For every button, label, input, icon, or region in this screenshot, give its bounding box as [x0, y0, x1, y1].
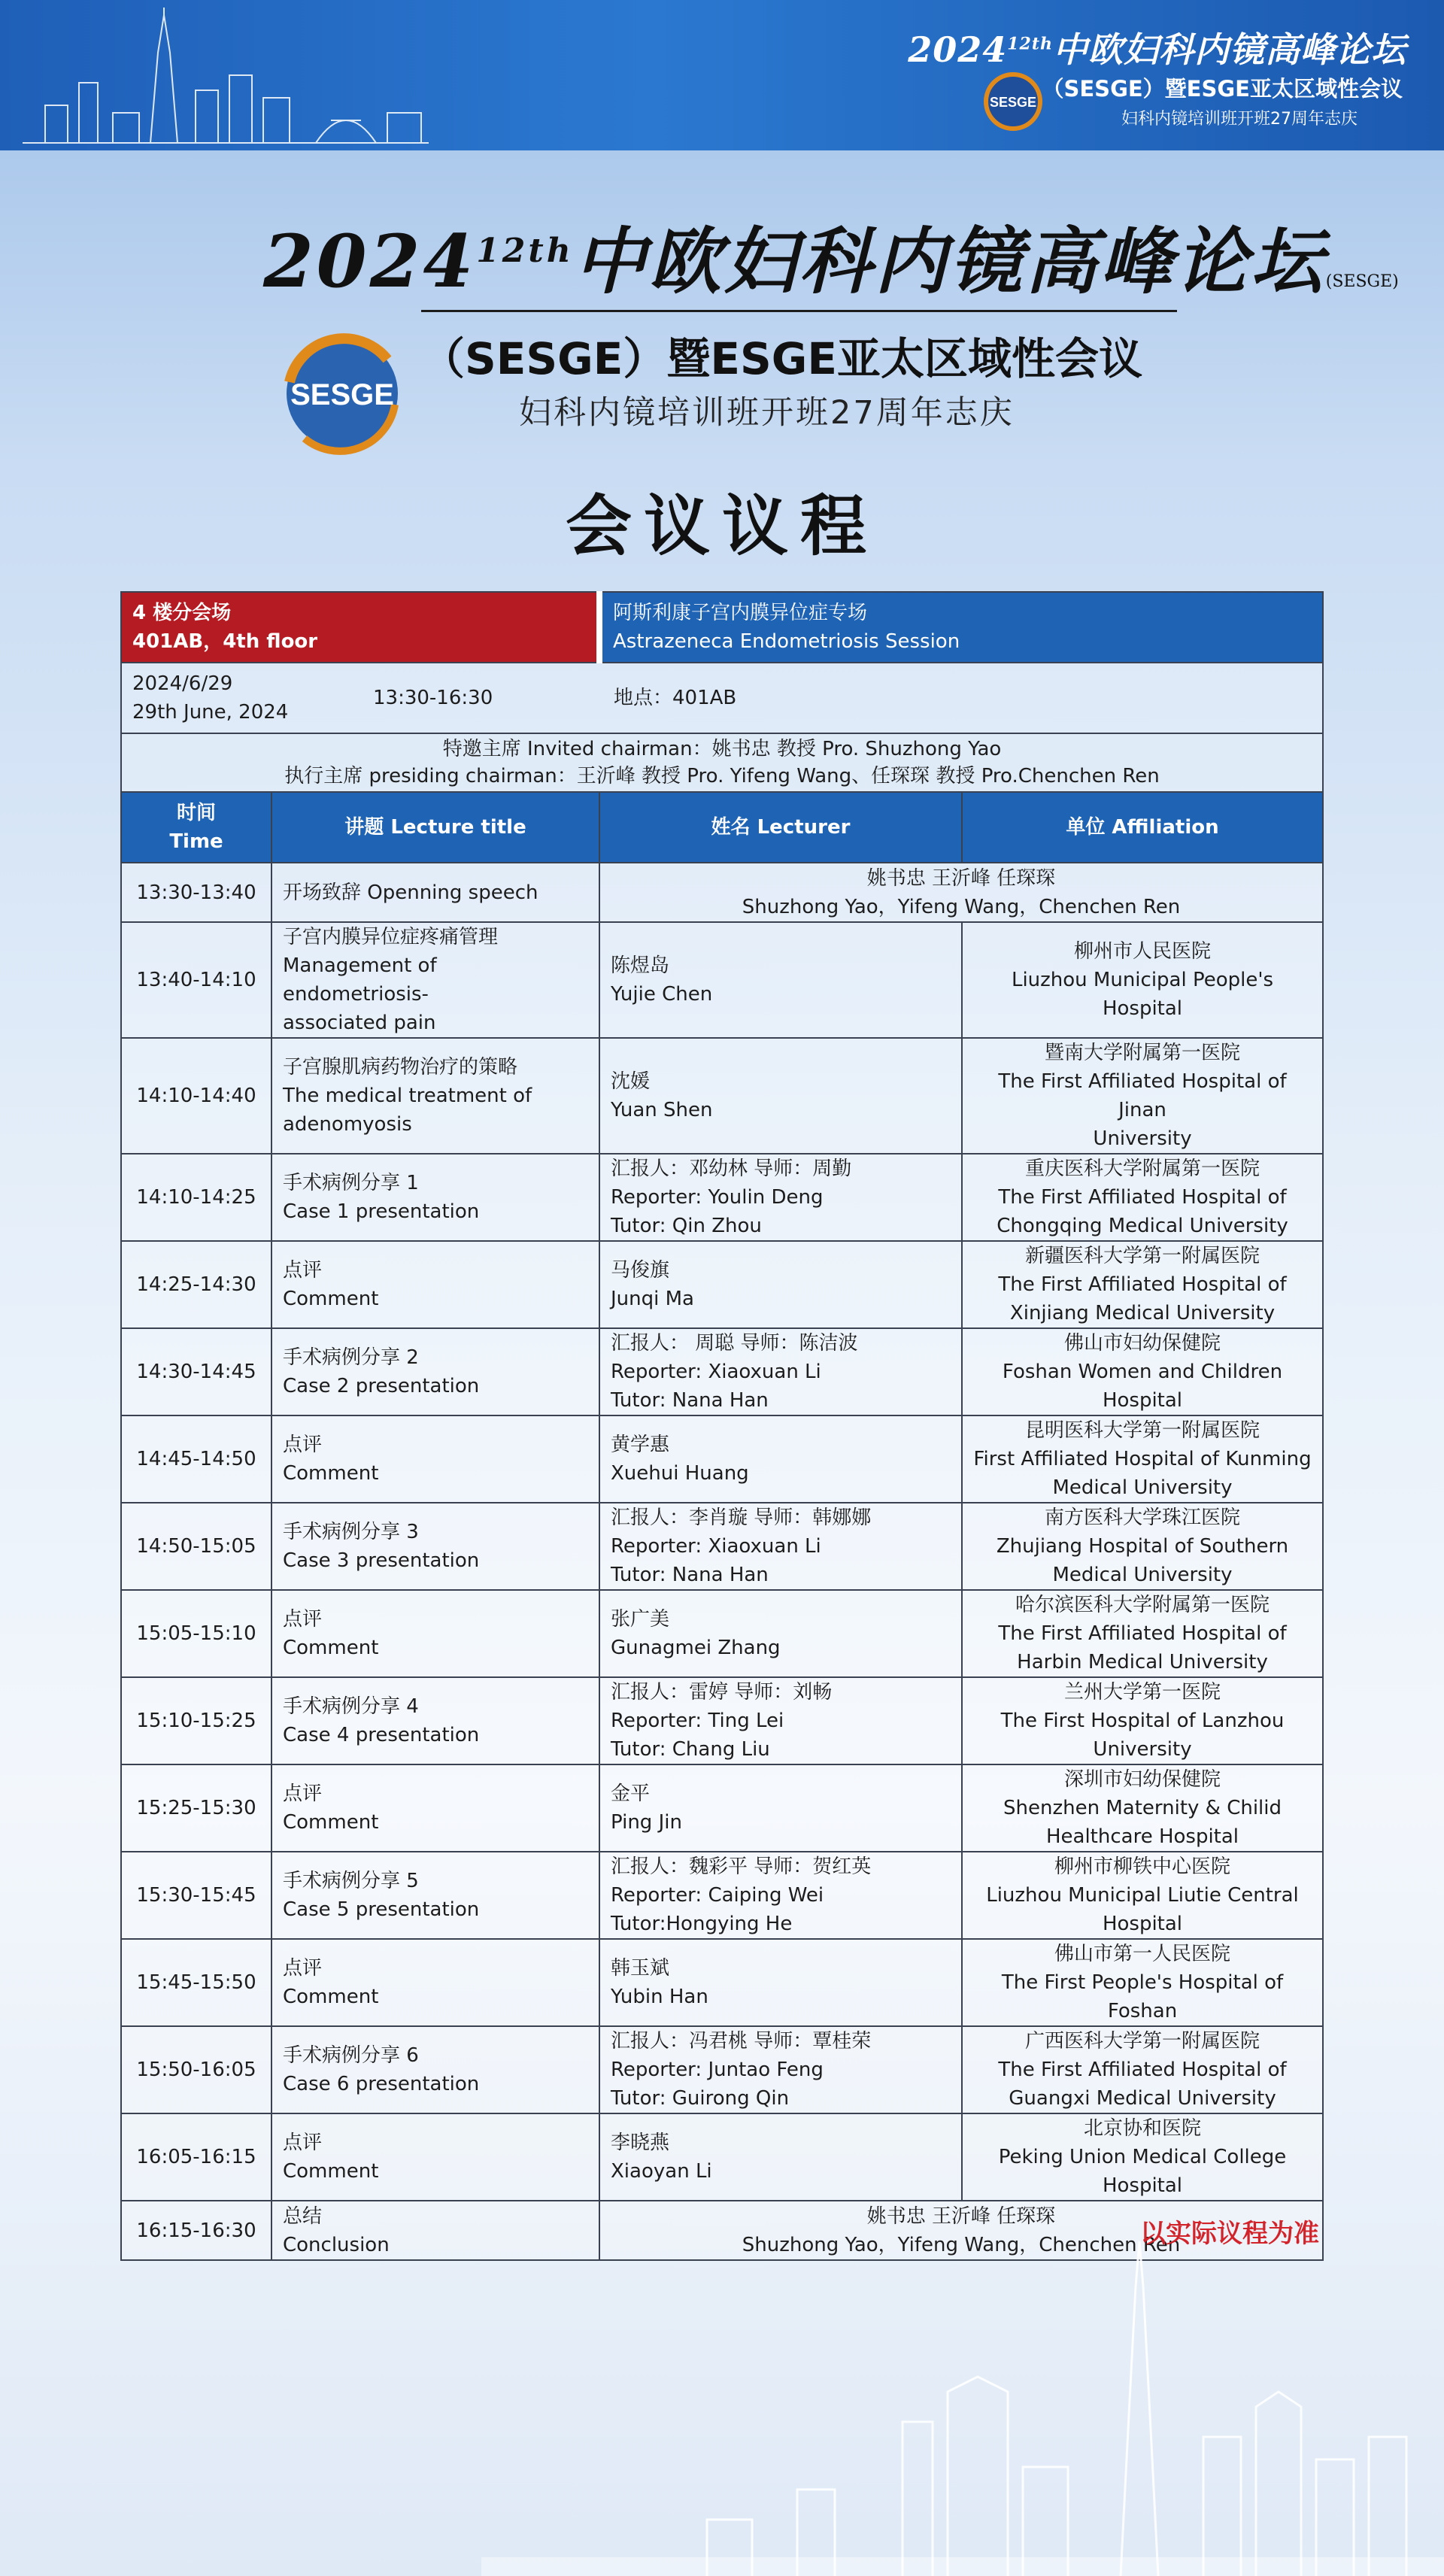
session-name-en: Astrazeneca Endometriosis Session — [613, 630, 960, 653]
banner-subtitle: （SESGE）暨ESGE亚太区域性会议 — [1042, 76, 1403, 102]
affiliation-line: Liuzhou Municipal Liutie Central — [986, 1884, 1299, 1907]
page-title-year: 2024 — [263, 219, 477, 304]
lecture-title-line: Case 3 presentation — [283, 1549, 480, 1572]
page-title-text: 中欧妇科内镜高峰论坛 — [573, 219, 1326, 304]
lecture-title-line: 手术病例分享 5 — [283, 1870, 419, 1892]
time-cell: 14:10-14:25 — [121, 1154, 272, 1241]
lecture-title-cell — [272, 1852, 599, 1939]
time-cell: 16:05-16:15 — [121, 2113, 272, 2201]
lecture-title-line: 点评 — [283, 1957, 323, 1980]
lecture-title-cell — [272, 1503, 599, 1590]
lecturer-cell — [599, 1038, 962, 1154]
lecturer-line: 陈煜岛 — [611, 954, 670, 977]
affiliation-cell — [962, 1154, 1323, 1241]
affiliation-line: The First Affiliated Hospital of — [998, 1186, 1287, 1209]
time-cell: 15:30-15:45 — [121, 1852, 272, 1939]
affiliation-cell — [962, 1503, 1323, 1590]
speaker-cell — [599, 863, 1323, 922]
lecturer-line: 金平 — [611, 1783, 651, 1805]
affiliation-cell — [962, 1328, 1323, 1415]
lecturer-cell — [599, 1415, 962, 1503]
affiliation-cell — [962, 922, 1323, 1038]
lecturer-cell — [599, 2026, 962, 2113]
affiliation-line: 南方医科大学珠江医院 — [1045, 1506, 1241, 1529]
lecture-title-line: 手术病例分享 6 — [283, 2044, 419, 2067]
affiliation-cell — [962, 1939, 1323, 2026]
venue-line1: 4 楼分会场 — [132, 602, 232, 624]
lecture-title-line: 手术病例分享 3 — [283, 1521, 419, 1543]
affiliation-cell — [962, 1764, 1323, 1852]
time-cell: 14:50-15:05 — [121, 1503, 272, 1590]
lecturer-line: Reporter: Youlin Deng — [611, 1186, 824, 1209]
lecturer-line: Ping Jin — [611, 1811, 682, 1834]
lecturer-line: Xuehui Huang — [611, 1462, 749, 1485]
affiliation-line: The First Affiliated Hospital of Jinan — [998, 1070, 1287, 1121]
lecturer-line: Yuan Shen — [611, 1099, 713, 1121]
affiliation-line: Foshan Women and Children — [1002, 1361, 1283, 1383]
lecturer-line: Reporter: Xiaoxuan Li — [611, 1535, 821, 1558]
lecture-title-line: 点评 — [283, 1434, 323, 1456]
lecture-title-cell — [272, 922, 599, 1038]
affiliation-line: Liuzhou Municipal People's Hospital — [1011, 969, 1274, 1020]
agenda-note: 以实际议程为准 — [1140, 2219, 1319, 2249]
lecture-title-line: 点评 — [283, 1259, 323, 1282]
affiliation-line: 柳州市人民医院 — [1074, 940, 1212, 963]
table-header-row — [121, 792, 1323, 863]
lecture-title-cell — [272, 1939, 599, 2026]
lecture-title-line: Management of endometriosis- — [283, 954, 437, 1006]
session-name-cell — [599, 592, 1323, 663]
lecture-title-cell — [272, 1677, 599, 1764]
lecturer-line: Junqi Ma — [611, 1288, 694, 1310]
lecture-title-line: Case 1 presentation — [283, 1200, 480, 1223]
presiding-chairman: 执行主席 presiding chairman：王沂峰 教授 Pro. Yifeng Wang、任琛琛 教授 Pro.Chenchen Ren — [284, 765, 1160, 787]
lecture-title-line: 手术病例分享 2 — [283, 1346, 419, 1369]
date-cell — [121, 663, 1323, 733]
header-time-cn: 时间 — [176, 802, 216, 824]
table-row — [121, 1677, 1323, 1764]
session-date-en: 29th June, 2024 — [132, 701, 289, 724]
lecturer-line: Reporter: Ting Lei — [611, 1710, 784, 1732]
lecture-title-cell — [272, 2113, 599, 2201]
lecture-title-cell — [272, 1764, 599, 1852]
table-row — [121, 1764, 1323, 1852]
affiliation-line: 深圳市妇幼保健院 — [1064, 1768, 1221, 1791]
agenda-table — [120, 591, 1324, 2261]
invited-chairman: 特邀主席 Invited chairman：姚书忠 教授 Pro. Shuzhong Yao — [442, 738, 1002, 760]
venue-line2: 401AB，4th floor — [132, 630, 318, 653]
venue-cell — [121, 592, 599, 663]
lecturer-line: 汇报人：邓幼林 导师：周勤 — [611, 1158, 852, 1180]
affiliation-line: 广西医科大学第一附属医院 — [1025, 2030, 1260, 2053]
table-row — [121, 1154, 1323, 1241]
affiliation-cell — [962, 1677, 1323, 1764]
lecturer-line: 汇报人： 周聪 导师：陈洁波 — [611, 1332, 858, 1355]
banner-subtitle2: 妇科内镜培训班开班27周年志庆 — [1121, 110, 1358, 129]
lecturer-cell — [599, 1677, 962, 1764]
time-cell: 14:25-14:30 — [121, 1241, 272, 1328]
lecturer-line: 汇报人：雷婷 导师：刘畅 — [611, 1681, 833, 1704]
table-row — [121, 1328, 1323, 1415]
table-row — [121, 1939, 1323, 2026]
time-cell: 14:30-14:45 — [121, 1328, 272, 1415]
affiliation-line: Hospital — [1102, 2174, 1183, 2197]
affiliation-line: Zhujiang Hospital of Southern — [996, 1535, 1289, 1558]
affiliation-cell — [962, 2113, 1323, 2201]
affiliation-line: First Affiliated Hospital of Kunming — [973, 1448, 1312, 1470]
lecturer-line: 韩玉斌 — [611, 1957, 670, 1980]
table-row — [121, 1415, 1323, 1503]
affiliation-line: 佛山市妇幼保健院 — [1064, 1332, 1221, 1355]
header-logo-text: SESGE — [290, 378, 394, 411]
time-cell: 15:50-16:05 — [121, 2026, 272, 2113]
lecturer-line: 汇报人：李肖璇 导师：韩娜娜 — [611, 1506, 872, 1529]
affiliation-line: Medical University — [1052, 1564, 1233, 1586]
lecture-title-line: 开场致辞 Openning speech — [283, 881, 538, 904]
table-row — [121, 863, 1323, 922]
speaker-line: Shuzhong Yao，Yifeng Wang，Chenchen Ren — [742, 895, 1181, 918]
chair-row — [121, 733, 1323, 792]
venue-row — [121, 592, 1323, 663]
page-title-sup: 12th — [476, 232, 574, 270]
affiliation-line: 昆明医科大学第一附属医院 — [1025, 1419, 1260, 1442]
table-row — [121, 1038, 1323, 1154]
header-time-en: Time — [169, 830, 223, 853]
date-row — [121, 663, 1323, 733]
lecturer-line: Yubin Han — [611, 1986, 708, 2008]
lecture-title-line: Comment — [283, 1637, 379, 1659]
header-time — [121, 792, 272, 863]
affiliation-line: Hospital — [1102, 1389, 1183, 1412]
lecture-title-line: 点评 — [283, 1783, 323, 1805]
lecture-title-line: 点评 — [283, 2131, 323, 2154]
lecturer-cell — [599, 1939, 962, 2026]
session-name-cn: 阿斯利康子宫内膜异位症专场 — [613, 602, 868, 624]
lecturer-line: Tutor: Nana Han — [611, 1564, 769, 1586]
lecturer-line: 李晓燕 — [611, 2131, 670, 2154]
header-affiliation: 单位 Affiliation — [962, 792, 1323, 863]
time-cell: 14:10-14:40 — [121, 1038, 272, 1154]
banner-title-sup: 12th — [1007, 34, 1053, 54]
lecture-title-line: 子宫内膜异位症疼痛管理 — [283, 926, 499, 948]
affiliation-line: 哈尔滨医科大学附属第一医院 — [1015, 1594, 1270, 1616]
affiliation-line: 北京协和医院 — [1084, 2117, 1202, 2140]
top-banner — [0, 0, 1444, 150]
lecture-title-line: adenomyosis — [283, 1113, 412, 1136]
city-skyline-icon — [15, 8, 436, 147]
lecture-title-line: Case 6 presentation — [283, 2073, 480, 2095]
lecturer-line: Xiaoyan Li — [611, 2160, 712, 2183]
affiliation-line: Peking Union Medical College — [998, 2146, 1287, 2168]
page-title-small: (SESGE) — [1325, 272, 1399, 291]
banner-title-text: 中欧妇科内镜高峰论坛 — [1053, 29, 1406, 70]
affiliation-line: The First Affiliated Hospital of — [998, 1273, 1287, 1296]
city-skyline-bottom-icon — [481, 2241, 1444, 2576]
affiliation-line: The First Affiliated Hospital of — [998, 2059, 1287, 2081]
time-cell: 15:10-15:25 — [121, 1677, 272, 1764]
affiliation-cell — [962, 1038, 1323, 1154]
affiliation-line: The First Hospital of Lanzhou — [1000, 1710, 1285, 1732]
lecture-title-line: Comment — [283, 2160, 379, 2183]
lecturer-line: 马俊旗 — [611, 1259, 670, 1282]
lecturer-line: Tutor: Guirong Qin — [611, 2087, 790, 2110]
affiliation-line: Shenzhen Maternity & Chilid — [1003, 1797, 1282, 1819]
speaker-line: Shuzhong Yao，Yifeng Wang，Chenchen Ren — [742, 2233, 1181, 2256]
table-row — [121, 1852, 1323, 1939]
affiliation-line: Hospital — [1102, 1913, 1183, 1935]
lecturer-line: Reporter: Xiaoxuan Li — [611, 1361, 821, 1383]
affiliation-line: University — [1093, 1738, 1192, 1761]
affiliation-cell — [962, 1415, 1323, 1503]
lecturer-cell — [599, 1154, 962, 1241]
page-subtitle: （SESGE）暨ESGE亚太区域性会议 — [421, 333, 1143, 384]
affiliation-line: Chongqing Medical University — [997, 1215, 1288, 1237]
chair-cell — [121, 733, 1323, 792]
lecturer-cell — [599, 2113, 962, 2201]
table-row — [121, 2026, 1323, 2113]
lecturer-line: 汇报人：魏彩平 导师：贺红英 — [611, 1855, 872, 1878]
lecture-title-line: associated pain — [283, 1012, 436, 1034]
lecturer-cell — [599, 1328, 962, 1415]
lecture-title-cell — [272, 1241, 599, 1328]
table-row — [121, 2113, 1323, 2201]
lecturer-line: Yujie Chen — [611, 983, 713, 1006]
lecture-title-line: Comment — [283, 1811, 379, 1834]
table-row — [121, 922, 1323, 1038]
lecturer-line: 黄学惠 — [611, 1434, 670, 1456]
lecture-title-line: Conclusion — [283, 2233, 390, 2256]
page-subtitle2: 妇科内镜培训班开班27周年志庆 — [519, 394, 1015, 432]
lecturer-line: Tutor: Chang Liu — [611, 1738, 770, 1761]
lecture-title-line: Case 5 presentation — [283, 1898, 480, 1921]
page-title — [263, 205, 1399, 308]
time-cell: 14:45-14:50 — [121, 1415, 272, 1503]
lecture-title-line: Comment — [283, 1288, 379, 1310]
session-time: 13:30-16:30 — [373, 687, 493, 709]
affiliation-line: Harbin Medical University — [1017, 1651, 1268, 1673]
lecture-title-cell — [272, 1038, 599, 1154]
lecture-title-cell — [272, 1590, 599, 1677]
lecturer-line: 张广美 — [611, 1608, 670, 1631]
lecturer-line: Gunagmei Zhang — [611, 1637, 781, 1659]
lecturer-cell — [599, 1852, 962, 1939]
banner-title-year: 2024 — [908, 29, 1008, 70]
lecturer-cell — [599, 1590, 962, 1677]
lecture-title-line: 总结 — [283, 2204, 323, 2228]
time-cell: 15:25-15:30 — [121, 1764, 272, 1852]
table-row — [121, 1503, 1323, 1590]
lecture-title-line: Comment — [283, 1986, 379, 2008]
lecturer-cell — [599, 1241, 962, 1328]
time-cell: 15:05-15:10 — [121, 1590, 272, 1677]
lecturer-cell — [599, 1503, 962, 1590]
header-title: 讲题 Lecture title — [272, 792, 599, 863]
title-divider — [421, 310, 1177, 312]
time-cell: 15:45-15:50 — [121, 1939, 272, 2026]
sesge-logo — [275, 329, 410, 457]
agenda-heading: 会议议程 — [565, 487, 878, 565]
affiliation-cell — [962, 1590, 1323, 1677]
lecturer-line: 沈媛 — [611, 1070, 651, 1093]
affiliation-line: 暨南大学附属第一医院 — [1045, 1042, 1241, 1064]
speaker-line: 姚书忠 王沂峰 任琛琛 — [866, 866, 1056, 890]
affiliation-line: 柳州市柳铁中心医院 — [1054, 1855, 1231, 1878]
lecturer-cell — [599, 1764, 962, 1852]
lecture-title-line: 点评 — [283, 1608, 323, 1631]
lecturer-cell — [599, 922, 962, 1038]
affiliation-cell — [962, 1241, 1323, 1328]
time-cell: 13:30-13:40 — [121, 863, 272, 922]
affiliation-line: 新疆医科大学第一附属医院 — [1025, 1245, 1260, 1267]
affiliation-line: 佛山市第一人民医院 — [1054, 1943, 1231, 1965]
lecture-title-cell — [272, 1415, 599, 1503]
affiliation-line: Guangxi Medical University — [1009, 2087, 1276, 2110]
header-lecturer: 姓名 Lecturer — [599, 792, 962, 863]
lecture-title-cell — [272, 863, 599, 922]
session-location: 地点：401AB — [614, 687, 737, 709]
affiliation-cell — [962, 2026, 1323, 2113]
affiliation-line: University — [1093, 1127, 1192, 1150]
lecture-title-cell — [272, 2026, 599, 2113]
lecturer-line: Tutor: Nana Han — [611, 1389, 769, 1412]
lecture-title-cell — [272, 1154, 599, 1241]
lecture-title-line: 手术病例分享 1 — [283, 1172, 419, 1194]
sesge-logo-small — [984, 72, 1042, 131]
lecture-title-line: 子宫腺肌病药物治疗的策略 — [283, 1056, 518, 1079]
speaker-line: 姚书忠 王沂峰 任琛琛 — [866, 2204, 1056, 2228]
lecturer-line: Reporter: Caiping Wei — [611, 1884, 824, 1907]
lecture-title-line: The medical treatment of — [283, 1085, 532, 1107]
lecture-title-line: 手术病例分享 4 — [283, 1695, 419, 1718]
lecturer-line: Tutor:Hongying He — [611, 1913, 793, 1935]
affiliation-line: 兰州大学第一医院 — [1064, 1681, 1221, 1704]
affiliation-line: Xinjiang Medical University — [1009, 1302, 1276, 1324]
lecture-title-line: Case 4 presentation — [283, 1724, 480, 1746]
affiliation-line: The First People's Hospital of — [1001, 1971, 1284, 1994]
lecturer-line: Tutor: Qin Zhou — [611, 1215, 762, 1237]
time-cell: 16:15-16:30 — [121, 2201, 272, 2260]
banner-title — [908, 23, 1406, 72]
table-row — [121, 1590, 1323, 1677]
table-row — [121, 1241, 1323, 1328]
banner-logo-text: SESGE — [989, 95, 1037, 110]
affiliation-line: 重庆医科大学附属第一医院 — [1025, 1158, 1260, 1180]
affiliation-line: The First Affiliated Hospital of — [998, 1622, 1287, 1645]
affiliation-line: Foshan — [1107, 2000, 1178, 2022]
lecture-title-line: Case 2 presentation — [283, 1375, 480, 1397]
affiliation-line: Healthcare Hospital — [1045, 1825, 1239, 1848]
affiliation-cell — [962, 1852, 1323, 1939]
lecturer-line: 汇报人：冯君桃 导师：覃桂荣 — [611, 2030, 872, 2053]
lecturer-line: Reporter: Juntao Feng — [611, 2059, 824, 2081]
affiliation-line: Medical University — [1052, 1476, 1233, 1499]
session-date-cn: 2024/6/29 — [132, 672, 233, 695]
lecture-title-cell — [272, 1328, 599, 1415]
time-cell: 13:40-14:10 — [121, 922, 272, 1038]
lecture-title-line: Comment — [283, 1462, 379, 1485]
